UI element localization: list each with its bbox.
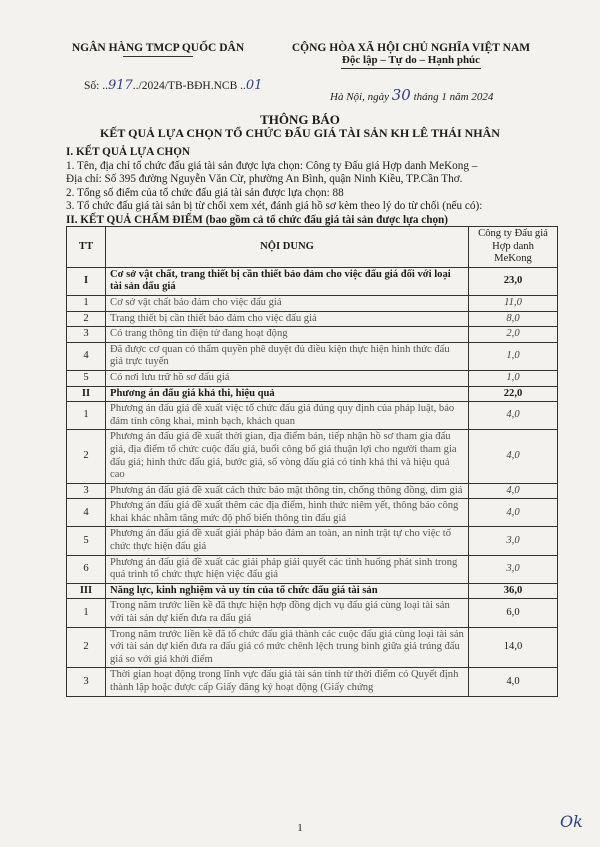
table-row xyxy=(67,342,558,370)
motto-underline xyxy=(341,68,481,69)
row-score: 22,0 xyxy=(469,386,558,402)
row-number: 2 xyxy=(67,430,106,483)
table-row xyxy=(67,370,558,386)
row-number: 4 xyxy=(67,499,106,527)
row-score: 3,0 xyxy=(469,527,558,555)
date-suffix: tháng 1 năm 2024 xyxy=(413,91,494,103)
row-content: Trong năm trước liền kề đã thực hiện hợp đồng dịch vụ đấu giá cùng loại tài sản với tài sản dự kiến đưa ra đấu giá xyxy=(106,599,469,627)
row-content: Cơ sở vật chất bảo đảm cho việc đấu giá xyxy=(106,295,469,311)
table-section-row xyxy=(67,267,558,295)
table-row xyxy=(67,555,558,583)
table-row xyxy=(67,668,558,696)
row-content: Phương án đấu giá đề xuất cách thức bảo mật thông tin, chống thông đồng, dìm giá xyxy=(106,483,469,499)
row-content: Trong năm trước liền kề đã tổ chức đấu giá thành các cuộc đấu giá cùng loại tài sản với tài sản dự kiến đưa ra đấu giá có mức chênh lệch trung bình giữa giá trúng đấu giá so với giá khởi điểm xyxy=(106,627,469,668)
row-score: 1,0 xyxy=(469,370,558,386)
row-number: 5 xyxy=(67,527,106,555)
country-name: CỘNG HÒA XÃ HỘI CHỦ NGHĨA VIỆT NAM xyxy=(291,42,531,54)
doc-number-code: ../2024/TB-BĐH.NCB .. xyxy=(132,80,246,92)
section-2-note: (bao gồm cả tổ chức đấu giá tài sản được lựa chọn) xyxy=(205,213,448,226)
col-header-content: NỘI DUNG xyxy=(106,227,469,268)
row-number: 3 xyxy=(67,668,106,696)
row-content: Phương án đấu giá khả thi, hiệu quả xyxy=(106,386,469,402)
section-1 xyxy=(66,146,566,228)
row-number: 1 xyxy=(67,295,106,311)
table-header-row xyxy=(67,227,558,268)
row-number: 6 xyxy=(67,555,106,583)
row-number: III xyxy=(67,583,106,599)
row-number: II xyxy=(67,386,106,402)
row-content: Đã được cơ quan có thẩm quyền phê duyệt đủ điều kiện thực hiện hình thức đấu giá trực tuyến xyxy=(106,342,469,370)
section-1-line: Địa chỉ: Số 395 đường Nguyễn Văn Cừ, phường An Bình, quận Ninh Kiều, TP.Cần Thơ. xyxy=(66,173,463,186)
table-section-row xyxy=(67,583,558,599)
row-content: Phương án đấu giá đề xuất việc tổ chức đấu giá đúng quy định của pháp luật, bảo đảm tính công khai, minh bạch, khách quan xyxy=(106,402,469,430)
row-score: 14,0 xyxy=(469,627,558,668)
score-table xyxy=(66,226,558,697)
section-1-heading: I. KẾT QUẢ LỰA CHỌN xyxy=(66,146,191,158)
row-score: 4,0 xyxy=(469,430,558,483)
row-content: Phương án đấu giá đề xuất giải pháp bảo đảm an toàn, an ninh trật tự cho việc tổ chức thực hiện đấu giá xyxy=(106,527,469,555)
org-underline xyxy=(123,56,193,57)
row-content: Có trang thông tin điện tử đang hoạt động xyxy=(106,327,469,343)
table-row xyxy=(67,402,558,430)
row-content: Năng lực, kinh nghiệm và uy tín của tổ chức đấu giá tài sản xyxy=(106,583,469,599)
section-1-line: 2. Tổng số điểm của tổ chức đấu giá tài sản được lựa chọn: 88 xyxy=(66,186,344,199)
row-content: Cơ sở vật chất, trang thiết bị cần thiết bảo đảm cho việc đấu giá đối với loại tài sản đấu giá xyxy=(106,267,469,295)
col-header-tt: TT xyxy=(67,227,106,268)
table-section-row xyxy=(67,386,558,402)
initials-signature: Ok xyxy=(560,812,583,831)
national-header xyxy=(266,42,556,69)
row-content: Thời gian hoạt động trong lĩnh vực đấu giá tài sản tính từ thời điểm có Quyết định thành lập hoặc được cấp Giấy đăng ký hoạt động (Giấy chứng xyxy=(106,668,469,696)
date-day-handwritten: 30 xyxy=(391,86,411,104)
doc-number-suffix-handwritten: 01 xyxy=(245,78,263,93)
doc-number-prefix: Số: .. xyxy=(84,80,108,92)
document-subtitle: KẾT QUẢ LỰA CHỌN TỔ CHỨC ĐẤU GIÁ TÀI SẢN KH LÊ THÁI NHÂN xyxy=(100,126,500,140)
row-number: 2 xyxy=(67,627,106,668)
row-score: 8,0 xyxy=(469,311,558,327)
motto: Độc lập – Tự do – Hạnh phúc xyxy=(341,54,481,66)
row-content: Phương án đấu giá đề xuất thêm các địa điểm, hình thức niêm yết, thông báo công khai khác nhằm tăng mức độ phổ biến thông tin đấu giá xyxy=(106,499,469,527)
document-number xyxy=(84,78,262,93)
row-score: 4,0 xyxy=(469,668,558,696)
table-row xyxy=(67,430,558,483)
page-number: 1 xyxy=(297,822,303,834)
row-number: 3 xyxy=(67,327,106,343)
row-content: Phương án đấu giá đề xuất thời gian, địa điểm bán, tiếp nhận hồ sơ tham gia đấu giá, địa điểm tổ chức cuộc đấu giá, buổi công bố giá thuận lợi cho người tham gia đấu giá; hình thức đấu giá, bước giá, số vòng đấu giá có tính khả thi và hiệu quả cao xyxy=(106,430,469,483)
row-score: 4,0 xyxy=(469,483,558,499)
row-number: 3 xyxy=(67,483,106,499)
row-number: 2 xyxy=(67,311,106,327)
row-content: Trang thiết bị cần thiết bảo đảm cho việc đấu giá xyxy=(106,311,469,327)
row-score: 4,0 xyxy=(469,499,558,527)
document-title: THÔNG BÁO xyxy=(260,112,340,127)
section-1-line: 3. Tổ chức đấu giá tài sản bị từ chối xem xét, đánh giá hồ sơ kèm theo lý do từ chối (nếu có): xyxy=(66,200,483,213)
doc-number-handwritten: 917 xyxy=(107,78,133,93)
section-2-title: II. KẾT QUẢ CHẤM ĐIỂM xyxy=(66,213,203,226)
row-number: 1 xyxy=(67,402,106,430)
org-header xyxy=(58,42,258,57)
table-row xyxy=(67,599,558,627)
org-name: NGÂN HÀNG TMCP QUỐC DÂN xyxy=(71,42,245,54)
table-row xyxy=(67,483,558,499)
row-number: 4 xyxy=(67,342,106,370)
row-score: 6,0 xyxy=(469,599,558,627)
row-score: 4,0 xyxy=(469,402,558,430)
row-number: 5 xyxy=(67,370,106,386)
row-score: 1,0 xyxy=(469,342,558,370)
col-header-score: Công ty Đấu giá Hợp danh MeKong xyxy=(469,227,558,268)
document-date xyxy=(330,86,493,104)
table-row xyxy=(67,627,558,668)
row-score: 3,0 xyxy=(469,555,558,583)
table-row xyxy=(67,527,558,555)
row-score: 36,0 xyxy=(469,583,558,599)
table-row xyxy=(67,295,558,311)
row-content: Phương án đấu giá đề xuất các giải pháp giải quyết các tình huống phát sinh trong quá trình tổ chức thực hiện việc đấu giá xyxy=(106,555,469,583)
row-score: 11,0 xyxy=(469,295,558,311)
row-score: 23,0 xyxy=(469,267,558,295)
table-row xyxy=(67,311,558,327)
row-content: Có nơi lưu trữ hồ sơ đấu giá xyxy=(106,370,469,386)
row-score: 2,0 xyxy=(469,327,558,343)
date-prefix: Hà Nội, ngày xyxy=(330,91,389,103)
table-row xyxy=(67,499,558,527)
row-number: I xyxy=(67,267,106,295)
section-1-line: 1. Tên, địa chỉ tổ chức đấu giá tài sản được lựa chọn: Công ty Đấu giá Hợp danh MeKong – xyxy=(66,159,478,172)
table-row xyxy=(67,327,558,343)
row-number: 1 xyxy=(67,599,106,627)
